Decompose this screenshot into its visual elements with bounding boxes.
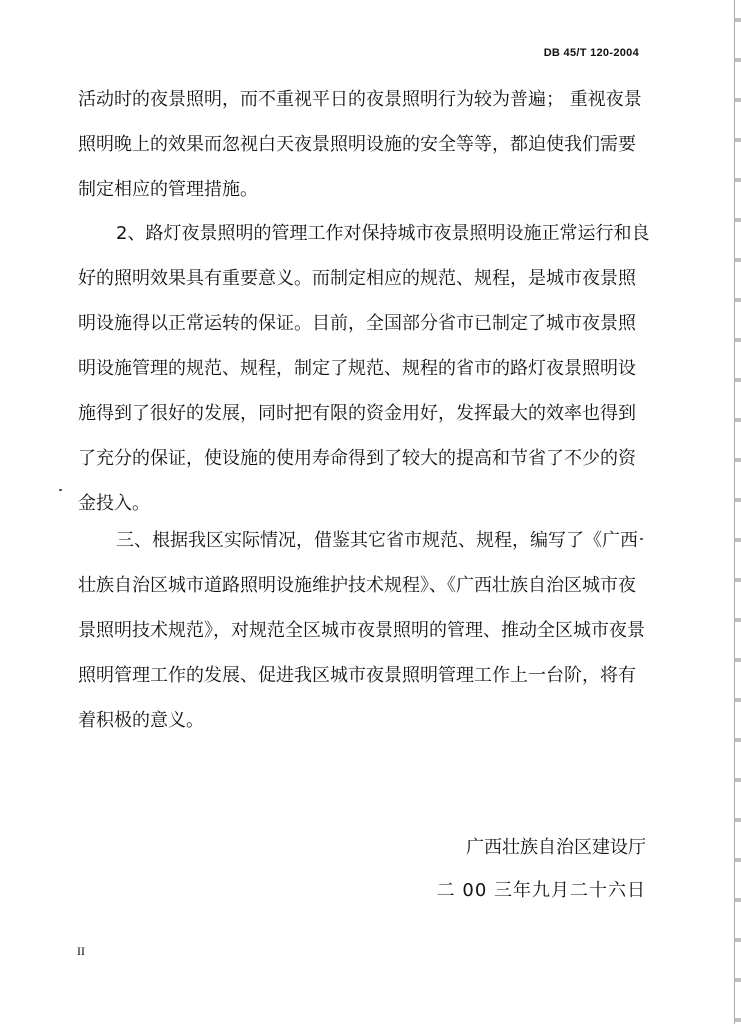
page-number: II bbox=[77, 944, 85, 958]
document-code: DB 45/T 120-2004 bbox=[543, 47, 639, 59]
text-line: 好的照明效果具有重要意义。而制定相应的规范、规程，是城市夜景照 bbox=[78, 268, 636, 289]
issuer-name: 广西壮族自治区建设厅 bbox=[466, 837, 646, 858]
issue-date: 二 00 三年九月二十六日 bbox=[436, 880, 646, 901]
scan-speck bbox=[640, 538, 643, 540]
paragraph-2 bbox=[78, 211, 660, 526]
text-line: 2、路灯夜景照明的管理工作对保持城市夜景照明设施正常运行和良 bbox=[116, 223, 650, 244]
text-line: 金投入。 bbox=[78, 493, 150, 514]
text-line: 活动时的夜景照明，而不重视平日的夜景照明行为较为普遍； 重视夜景 bbox=[78, 89, 642, 110]
scan-speck bbox=[59, 489, 62, 491]
text-line: 着积极的意义。 bbox=[78, 710, 204, 731]
text-line: 景照明技术规范》，对规范全区城市夜景照明的管理、推动全区城市夜景 bbox=[78, 620, 645, 641]
paragraph-3 bbox=[78, 518, 660, 743]
text-line: 制定相应的管理措施。 bbox=[78, 179, 258, 200]
text-line: 照明管理工作的发展、促进我区城市夜景照明管理工作上一台阶，将有 bbox=[78, 665, 636, 686]
text-line: 壮族自治区城市道路照明设施维护技术规程》、《广西壮族自治区城市夜 bbox=[78, 575, 636, 596]
text-line: 明设施得以正常运转的保证。目前，全国部分省市已制定了城市夜景照 bbox=[78, 313, 636, 334]
paragraph-1 bbox=[78, 77, 660, 212]
text-line: 明设施管理的规范、规程，制定了规范、规程的省市的路灯夜景照明设 bbox=[78, 358, 636, 379]
text-line: 了充分的保证，使设施的使用寿命得到了较大的提高和节省了不少的资 bbox=[78, 448, 636, 469]
text-line: 三、根据我区实际情况，借鉴其它省市规范、规程，编写了《广西 bbox=[116, 530, 638, 551]
text-line: 照明晚上的效果而忽视白天夜景照明设施的安全等等，都迫使我们需要 bbox=[78, 134, 636, 155]
scan-edge bbox=[734, 0, 741, 1024]
text-line: 施得到了很好的发展，同时把有限的资金用好，发挥最大的效率也得到 bbox=[78, 403, 636, 424]
